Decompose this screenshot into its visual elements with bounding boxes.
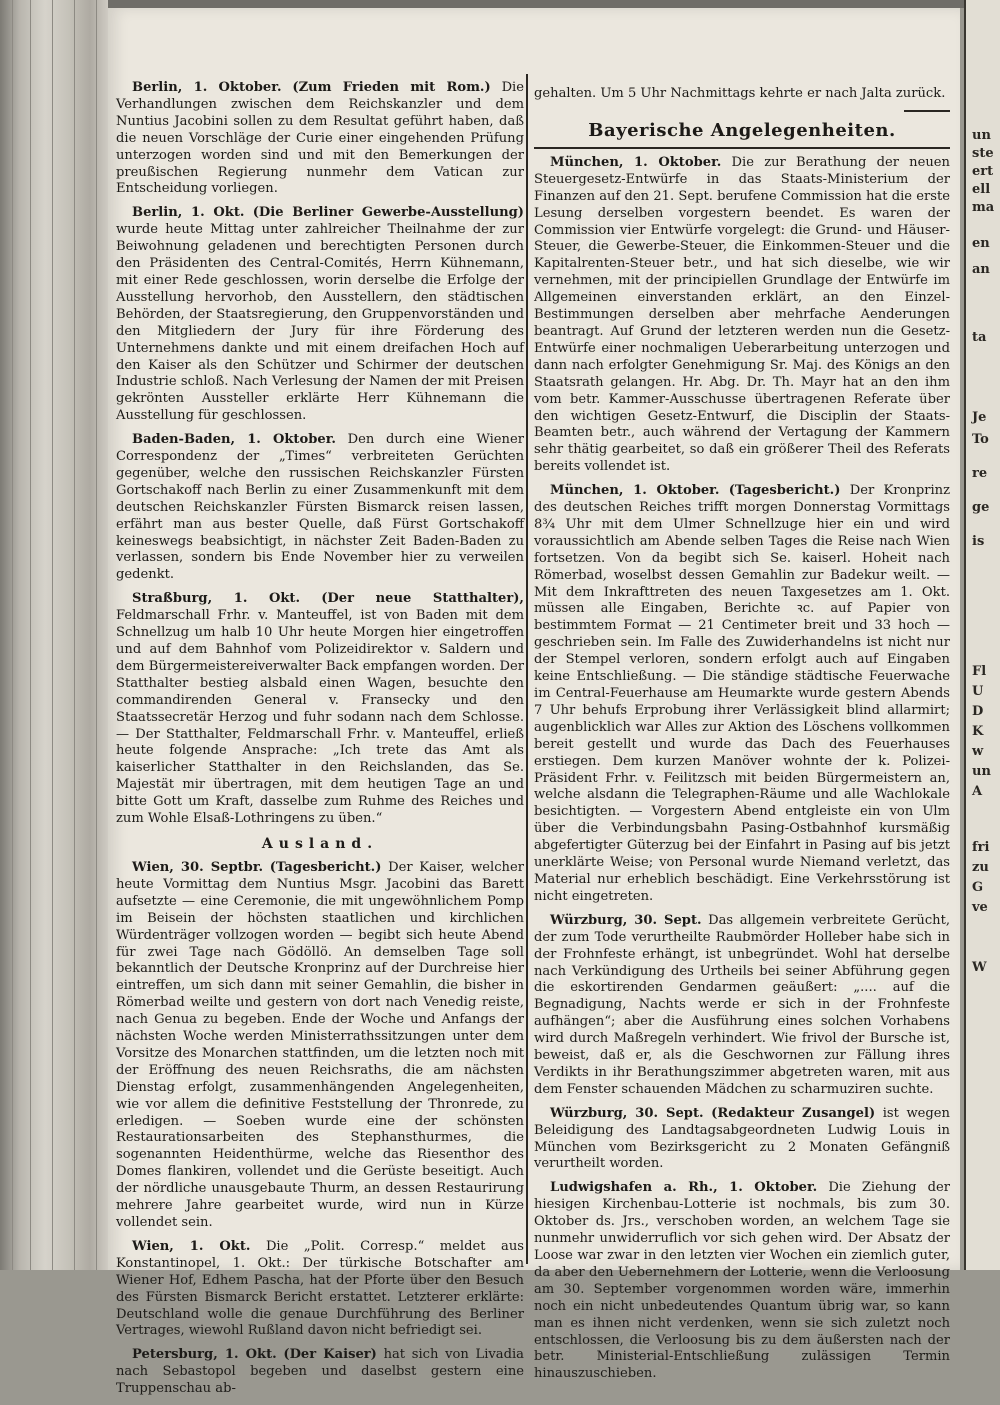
newspaper-page bbox=[108, 8, 960, 1397]
article-text: Feldmarschall Frhr. v. Manteuffel, ist von Baden mit dem Schnellzug um halb 10 Uhr heute Morgen hier eingetroffen und auf dem Bahnhof vom Polizeidirektor v. Saldern und dem Bürgermeistereiverwalter Back empfangen worden. Der Statthalter bestieg alsbald einen Wagen, besuchte den commandirenden General v. Fransecky und den Staatssecretär Herzog und fuhr sodann nach dem Schlosse. — Der Statthalter, Feldmarschall Frhr. v. Manteuffel, erließ heute folgende Ansprache: „Ich trete das Amt als kaiserlicher Statthalter in den Reichslanden, das Se. Majestät mir übertragen, mit dem heutigen Tage an und bitte Gott um Kraft, dasselbe zum Ruhme des Reiches und zum Wohle Elsaß-Lothringens zu üben.“ bbox=[116, 608, 524, 827]
article-text: Die zur Berathung der neuen Steuergesetz-Entwürfe in das Staats-Ministerium der Finanzen auf den 21. Sept. berufene Commission hat die erste Lesung derselben vorgestern beendet. Es waren der Commission vier Entwürfe vorgelegt: die Grund- und Häuser-Steuer, die Gewerbe-Steuer, die Einkommen-Steuer und die Kapitalrenten-Steuer betr., und hat sich dieselbe, wie wir vernehmen, mit der principiellen Grundlage der Entwürfe im Allgemeinen einverstanden erklärt, an den Einzel-Bestimmungen derselben aber mehrfache Aenderungen beantragt. Auf Grund der letzteren werden nun die Gesetz-Entwürfe einer nochmaligen Ueberarbeitung unterzogen und dann nach erfolgter Genehmigung Sr. Maj. des Königs an den Staatsrath gelangen. Hr. Abg. Dr. Th. Mayr hat an den ihm vom betr. Kammer-Ausschusse übertragenen Referate über den wichtigen Gesetz-Entwurf, die Disciplin der Staats-Beamten betr., auch während der Vertagung der Kammern sehr thätig gearbeitet, so daß ein größerer Theil des Referats bereits vollendet ist. bbox=[534, 154, 950, 475]
headline: (Tagesbericht.) bbox=[269, 859, 382, 875]
separator-rule bbox=[534, 147, 950, 149]
article-text: Das allgemein verbreitete Gerücht, der zum Tode verurtheilte Raubmörder Holleber habe sich in der Frohnfeste erhängt, ist unbegründet. Wohl hat derselbe nach Verkündigung des Urtheils bei seiner Abführung gegen die eskortirenden Gendarmen geäußert: „.... auf die Begnadigung, Nachts werde er sich in der Frohnfeste aufhängen“; aber die Ausführung eines solchen Vorhabens wird durch Maßregeln verhindert. Wie frivol der Bursche ist, beweist, daß er, als die Geschwornen zur Fällung ihres Verdikts in ihr Berathungszimmer abgetreten waren, mit aus dem Fenster schauenden Mädchen zu scharmuziren suchte. bbox=[534, 912, 951, 1097]
headline: (Redakteur Zusangel) bbox=[711, 1105, 876, 1121]
article-petersburg bbox=[116, 1347, 524, 1398]
headline: (Die Berliner Gewerbe-Ausstellung) bbox=[252, 205, 524, 221]
fragment-text: K bbox=[972, 724, 984, 739]
fragment-text: an bbox=[972, 262, 990, 277]
article-ludwigshafen bbox=[534, 1180, 950, 1383]
fragment-text: W bbox=[972, 960, 987, 975]
article-text: Die „Polit. Corresp.“ meldet aus Konstantinopel, 1. Okt.: Der türkische Botschafter am Wiener Hof, Edhem Pascha, hat der Pforte über den Besuch des Fürsten Bismarck Bericht erstattet. Letzterer erklärte: Deutschland wolle die genaue Durchführung des Berliner Vertrages, wiewohl Rußland davon nicht befriedigt sei. bbox=[116, 1238, 524, 1339]
page-top-edge bbox=[108, 0, 964, 8]
left-column bbox=[116, 80, 524, 1405]
article-text: ist wegen Beleidigung des Landtagsabgeordneten Ludwig Louis in München vom Bezirksgericht zu 2 Monaten Gefängniß verurtheilt worden. bbox=[534, 1105, 950, 1172]
fragment-text: ste bbox=[972, 146, 994, 161]
dateline: Ludwigshafen a. Rh., 1. Oktober. bbox=[550, 1180, 818, 1196]
fragment-text: D bbox=[972, 704, 984, 719]
fragment-text: ma bbox=[972, 200, 995, 215]
fragment-text: To bbox=[972, 432, 989, 447]
dateline: Petersburg, 1. Okt. bbox=[132, 1347, 277, 1363]
fragment-text: en bbox=[972, 236, 990, 251]
dateline: Berlin, 1. Okt. bbox=[132, 205, 245, 221]
fragment-text: ell bbox=[972, 182, 991, 197]
dateline: Würzburg, 30. Sept. bbox=[550, 1105, 704, 1121]
article-berlin-gewerbe bbox=[116, 205, 524, 425]
article-text: Den durch eine Wiener Correspondenz der „Times“ verbreiteten Gerüchten gegenüber, welche den russischen Reichskanzler Fürsten Gortschakoff nach Berlin zu einer Zusammenkunft mit dem deutschen Reichskanzler Fürsten Bismarck reisen lassen, erfährt man aus bester Quelle, daß Fürst Gortschakoff keineswegs beabsichtigt, in nächster Zeit Baden-Baden zu verlassen, sondern bis Ende November hier zu verweilen gedenkt. bbox=[116, 432, 524, 583]
article-text: Die Ziehung der hiesigen Kirchenbau-Lotterie ist nochmals, bis zum 30. Oktober ds. Jrs., verschoben worden, an welchem Tage sie nunmehr unwiderruflich vor sich gehen wird. Der Absatz der Loose war zwar in den letzten vier Wochen ein ziemlich guter, da aber den Uebernehmern der Lotterie, wenn die Verloosung am 30. September vorgenommen worden wäre, immerhin noch ein nicht unbedeutendes Quantum übrig war, so kann man es ihnen nicht verdenken, wenn sie sich zuletzt noch entschlossen, die Verloosung bis zu dem äußersten nach der betr. Ministerial-Entschließung zulässigen Termin hinauszuschieben. bbox=[534, 1180, 950, 1382]
article-wuerzburg-zusangel bbox=[534, 1106, 950, 1174]
fragment-text: re bbox=[972, 466, 988, 481]
fragment-text: un bbox=[972, 764, 991, 779]
article-text: hat sich von Livadia nach Sebastopol begeben und daselbst gestern eine Truppenschau ab- bbox=[116, 1347, 524, 1397]
article-wuerzburg-holleber bbox=[534, 913, 950, 1099]
headline: (Zum Frieden mit Rom.) bbox=[292, 80, 491, 95]
separator-rule bbox=[904, 110, 950, 112]
fragment-text: w bbox=[972, 744, 984, 759]
dateline: München, 1. Oktober. bbox=[550, 483, 720, 499]
dateline: Berlin, 1. Oktober. bbox=[132, 80, 282, 95]
dateline: Straßburg, 1. Okt. bbox=[132, 591, 301, 607]
dateline: München, 1. Oktober. bbox=[550, 154, 722, 170]
fragment-text: G bbox=[972, 880, 984, 895]
fragment-text: ert bbox=[972, 164, 994, 179]
fragment-text: ve bbox=[972, 900, 988, 915]
article-berlin-rom bbox=[116, 80, 524, 198]
dateline: Würzburg, 30. Sept. bbox=[550, 912, 702, 928]
article-strassburg bbox=[116, 591, 524, 828]
fragment-text: Fl bbox=[972, 664, 987, 679]
fragment-text: ta bbox=[972, 330, 987, 345]
article-muenchen-steuer bbox=[534, 155, 950, 476]
article-text: wurde heute Mittag unter zahlreicher Theilnahme der zur Beiwohnung geladenen und berechtigten Personen durch den Präsidenten des Central-Comités, Herrn Kühnemann, mit einer Rede geschlossen, worin derselbe die Erfolge der Ausstellung hervorhob, den Ausstellern, den städtischen Behörden, der Staatsregierung, den Gruppenvorständen und den Mitgliedern der Jury für ihre Förderung des Unternehmens dankte und mit einem dreifachen Hoch auf den Kaiser als den Schützer und Schirmer der deutschen Industrie schloß. Nach Verlesung der Namen der mit Preisen gekrönten Aussteller erklärte Herr Kühnemann die Ausstellung für geschlossen. bbox=[116, 222, 524, 424]
dateline: Wien, 30. Septbr. bbox=[132, 859, 264, 875]
headline: (Tagesbericht.) bbox=[728, 483, 841, 499]
section-heading-ausland: Ausland. bbox=[261, 835, 379, 852]
column-divider bbox=[526, 74, 528, 1264]
book-binding bbox=[0, 0, 108, 1270]
fragment-text: ge bbox=[972, 500, 990, 515]
article-muenchen-tagesbericht bbox=[534, 483, 950, 906]
article-text: Die Verhandlungen zwischen dem Reichskanzler und dem Nuntius Jacobini sollen zu dem Resultat geführt haben, daß die neuen Vorschläge der Curie einer eingehenden Prüfung unterzogen worden sind und mit den Bemerkungen der preußischen Regierung nunmehr dem Vatican zur Entscheidung vorliegen. bbox=[116, 80, 524, 197]
section-heading-bayern: Bayerische Angelegenheiten. bbox=[588, 119, 896, 141]
article-baden-baden bbox=[116, 432, 524, 584]
fragment-text: A bbox=[972, 784, 983, 799]
fragment-text: U bbox=[972, 684, 984, 699]
fragment-text: is bbox=[972, 534, 985, 549]
fragment-text: zu bbox=[972, 860, 989, 875]
article-wien-tagesbericht bbox=[116, 860, 524, 1232]
fragment-text: fri bbox=[972, 840, 990, 855]
article-text: Der Kronprinz des deutschen Reiches trifft morgen Donnerstag Vormittags 8¾ Uhr mit dem Ulmer Schnellzuge hier ein und wird voraussichtlich am Abende selben Tages die Reise nach Wien fortsetzen. Von da begibt sich Se. kaiserl. Hoheit nach Römerbad, woselbst dessen Gemahlin zur Badekur weilt. — Mit dem Inkrafttreten des neuen Taxgesetzes am 1. Okt. müssen alle Eingaben, Berichte ꝛc. auf Papier von bestimmtem Format — 21 Centimeter breit und 33 hoch — geschrieben sein. Im Falle des Zuwiderhandelns ist nicht nur der Stempel verloren, sondern erfolgt auch auf Eingaben keine Entschließung. — Die ständige städtische Feuerwache im Central-Feuerhause am Heumarkte wurde gestern Abends 7 Uhr behufs Erprobung ihrer Verlässigkeit blind allarmirt; augenblicklich war Alles zur Aktion des Löschens vollkommen bereit gestellt und wurde das Dach des Feuerhauses erstiegen. Dem kurzen Manöver wohnte der k. Polizei-Präsident Frhr. v. Feilitzsch mit beiden Bürgermeistern an, welche alsdann die Telegraphen-Räume und alle Wachlokale besichtigten. — Vorgestern Abend entgleiste ein von Ulm über die Verbindungsbahn Pasing-Ostbahnhof kursmäßig abgefertigter Güterzug bei der Einfahrt in Pasing auf bis jetzt unerklärte Weise; von Personal wurde Niemand verletzt, das Material nur erheblich beschädigt. Eine Verkehrsstörung ist nicht eingetreten. bbox=[534, 483, 950, 904]
fragment-text: un bbox=[972, 128, 991, 143]
right-column bbox=[534, 86, 950, 1390]
dateline: Wien, 1. Okt. bbox=[132, 1238, 251, 1254]
dateline: Baden-Baden, 1. Oktober. bbox=[132, 432, 336, 448]
adjacent-page-fragment bbox=[964, 0, 1000, 1270]
article-wien-corresp bbox=[116, 1239, 524, 1340]
headline: (Der neue Statthalter), bbox=[321, 591, 524, 607]
fragment-text: Je bbox=[972, 410, 987, 425]
article-text: Der Kaiser, welcher heute Vormittag dem Nuntius Msgr. Jacobini das Barett aufsetzte — eine Ceremonie, die mit ungewöhnlichem Pomp im Beisein der höchsten staatlichen und kirchlichen Würdenträger vollzogen worden — begibt sich heute Abend für zwei Tage nach Gödöllö. An demselben Tage soll bekanntlich der Deutsche Kronprinz auf der Durchreise hier eintreffen, um sich dann mit seiner Gemahlin, die bisher in Römerbad weilte und gestern von dort nach Venedig reiste, nach Genua zu begeben. Ende der Woche und Anfangs der nächsten Woche werden Ministerrathssitzungen unter dem Vorsitze des Monarchen stattfinden, um die letzten noch mit der Eröffnung des neuen Reichsraths, die am nächsten Dienstag erfolgt, zusammenhängenden Angelegenheiten, wie vor allem die definitive Feststellung der Thronrede, zu erledigen. — Soeben wurde eine der schönsten Restaurationsarbeiten des Stephansthurmes, die sogenannten Heidenthürme, welche das Riesenthor des Domes flankiren, vollendet und die Gerüste beseitigt. Auch der nördliche unausgebaute Thurm, an dessen Restaurirung mehrere Jahre gearbeitet wurde, wird nun in Kürze vollendet sein. bbox=[116, 859, 524, 1230]
article-continuation: gehalten. Um 5 Uhr Nachmittags kehrte er nach Jalta zurück. bbox=[534, 86, 946, 101]
headline: (Der Kaiser) bbox=[283, 1347, 377, 1363]
